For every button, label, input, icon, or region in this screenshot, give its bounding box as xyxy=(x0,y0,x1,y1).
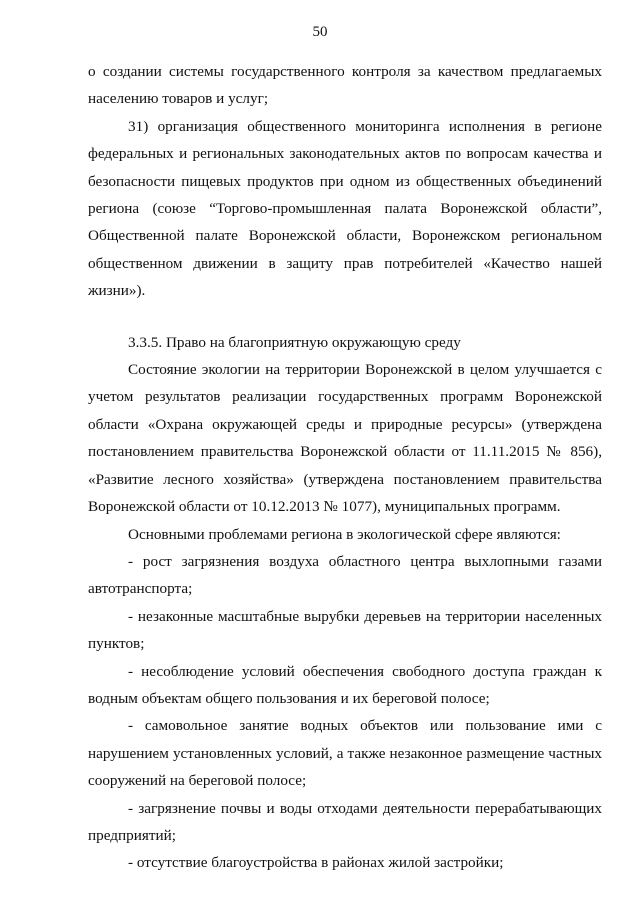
paragraph-consumer-control: о создании системы государственного контроля за качеством предлагаемых населению товаров и услуг; xyxy=(88,63,602,108)
page-number: 50 xyxy=(312,24,328,40)
list-item-soil-pollution: - загрязнение почвы и воды отходами деятельности перерабатывающих предприятий; xyxy=(88,799,602,844)
list-item-water-occupation: - самовольное занятие водных объектов или пользование ими с нарушением установленных условий, а также незаконное размещение частных сооружений на береговой полосе; xyxy=(88,717,602,790)
section-heading: 3.3.5. Право на благоприятную окружающую среду xyxy=(128,333,461,351)
paragraph-problems-intro: Основными проблемами региона в экологической сфере являются: xyxy=(128,525,561,543)
list-item-water-access: - несоблюдение условий обеспечения свободного доступа граждан к водным объектам общего пользования и их береговой полосе; xyxy=(88,662,602,707)
paragraph-ecology-state: Состояние экологии на территории Воронежской в целом улучшается с учетом результатов реализации государственных программ Воронежской области «Охрана окружающей среды и природные ресурсы» (утверждена постановлением правительства Воронежской области от 11.11.2015 № 856), «Развитие лесного хозяйства» (утверждена постановлением правительства Воронежской области от 10.12.2013 № 1077), муниципальных программ. xyxy=(88,361,602,516)
document-body xyxy=(88,58,602,877)
list-item-air-pollution: - рост загрязнения воздуха областного центра выхлопными газами автотранспорта; xyxy=(88,552,602,598)
list-item-illegal-logging: - незаконные масштабные вырубки деревьев на территории населенных пунктов; xyxy=(88,607,602,653)
list-item-improvement: - отсутствие благоустройства в районах жилой застройки; xyxy=(128,854,504,872)
paragraph-item-31: 31) организация общественного мониторинга исполнения в регионе федеральных и региональных законодательных актов по вопросам качества и безопасности пищевых продуктов при одном из общественных объединений региона (союзе “Торгово-промышленная палата Воронежской области”, Общественной палате Воронежской области, Воронежском региональном общественном движении в защиту прав потребителей «Качество нашей жизни»). xyxy=(88,117,602,300)
